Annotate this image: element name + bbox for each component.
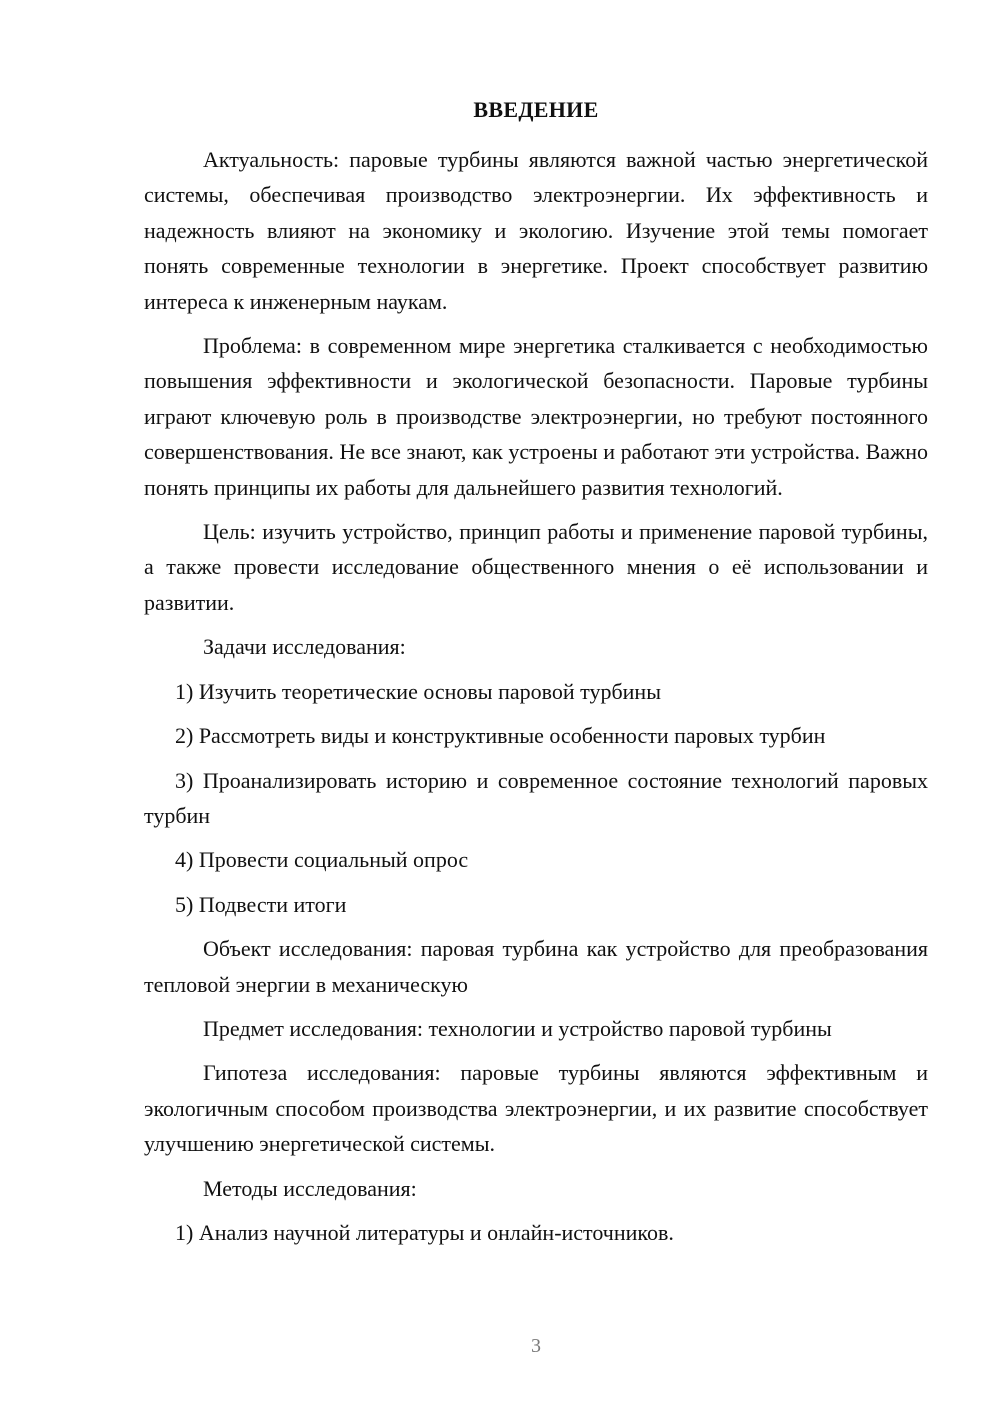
paragraph-relevance: Актуальность: паровые турбины являются важной частью энергетической системы, обеспечивая производство электроэнергии. Их эффективность и надежность влияют на экономику и экологию. Изучение этой темы помогает понять современные технологии в энергетике. Проект способствует развитию интереса к инженерным наукам. <box>144 147 928 314</box>
method-item-1: 1) Анализ научной литературы и онлайн-источников. <box>175 1219 674 1245</box>
document-body <box>144 142 928 1259</box>
task-item-5: 5) Подвести итоги <box>175 891 347 917</box>
paragraph-problem: Проблема: в современном мире энергетика сталкивается с необходимостью повышения эффективности и экологической безопасности. Паровые турбины играют ключевую роль в производстве электроэнергии, но требуют постоянного совершенствования. Не все знают, как устроены и работают эти устройства. Важно понять принципы их работы для дальнейшего развития технологий. <box>144 333 928 500</box>
page-title: ВВЕДЕНИЕ <box>473 97 599 122</box>
paragraph-object: Объект исследования: паровая турбина как устройство для преобразования тепловой энергии в механическую <box>144 936 928 997</box>
methods-heading: Методы исследования: <box>203 1175 417 1201</box>
task-item-3: 3) Проанализировать историю и современное состояние технологий паровых турбин <box>144 767 928 828</box>
task-item-2: 2) Рассмотреть виды и конструктивные особенности паровых турбин <box>175 723 826 749</box>
task-item-1: 1) Изучить теоретические основы паровой турбины <box>175 678 661 704</box>
tasks-heading: Задачи исследования: <box>203 634 406 660</box>
paragraph-hypothesis: Гипотеза исследования: паровые турбины являются эффективным и экологичным способом производства электроэнергии, и их развитие способствует улучшению энергетической системы. <box>144 1060 928 1157</box>
task-item-4: 4) Провести социальный опрос <box>175 847 469 873</box>
paragraph-subject: Предмет исследования: технологии и устройство паровой турбины <box>203 1015 832 1041</box>
paragraph-goal: Цель: изучить устройство, принцип работы и применение паровой турбины, а также провести исследование общественного мнения о её использовании и развитии. <box>144 519 928 615</box>
page-number: 3 <box>531 1335 541 1357</box>
